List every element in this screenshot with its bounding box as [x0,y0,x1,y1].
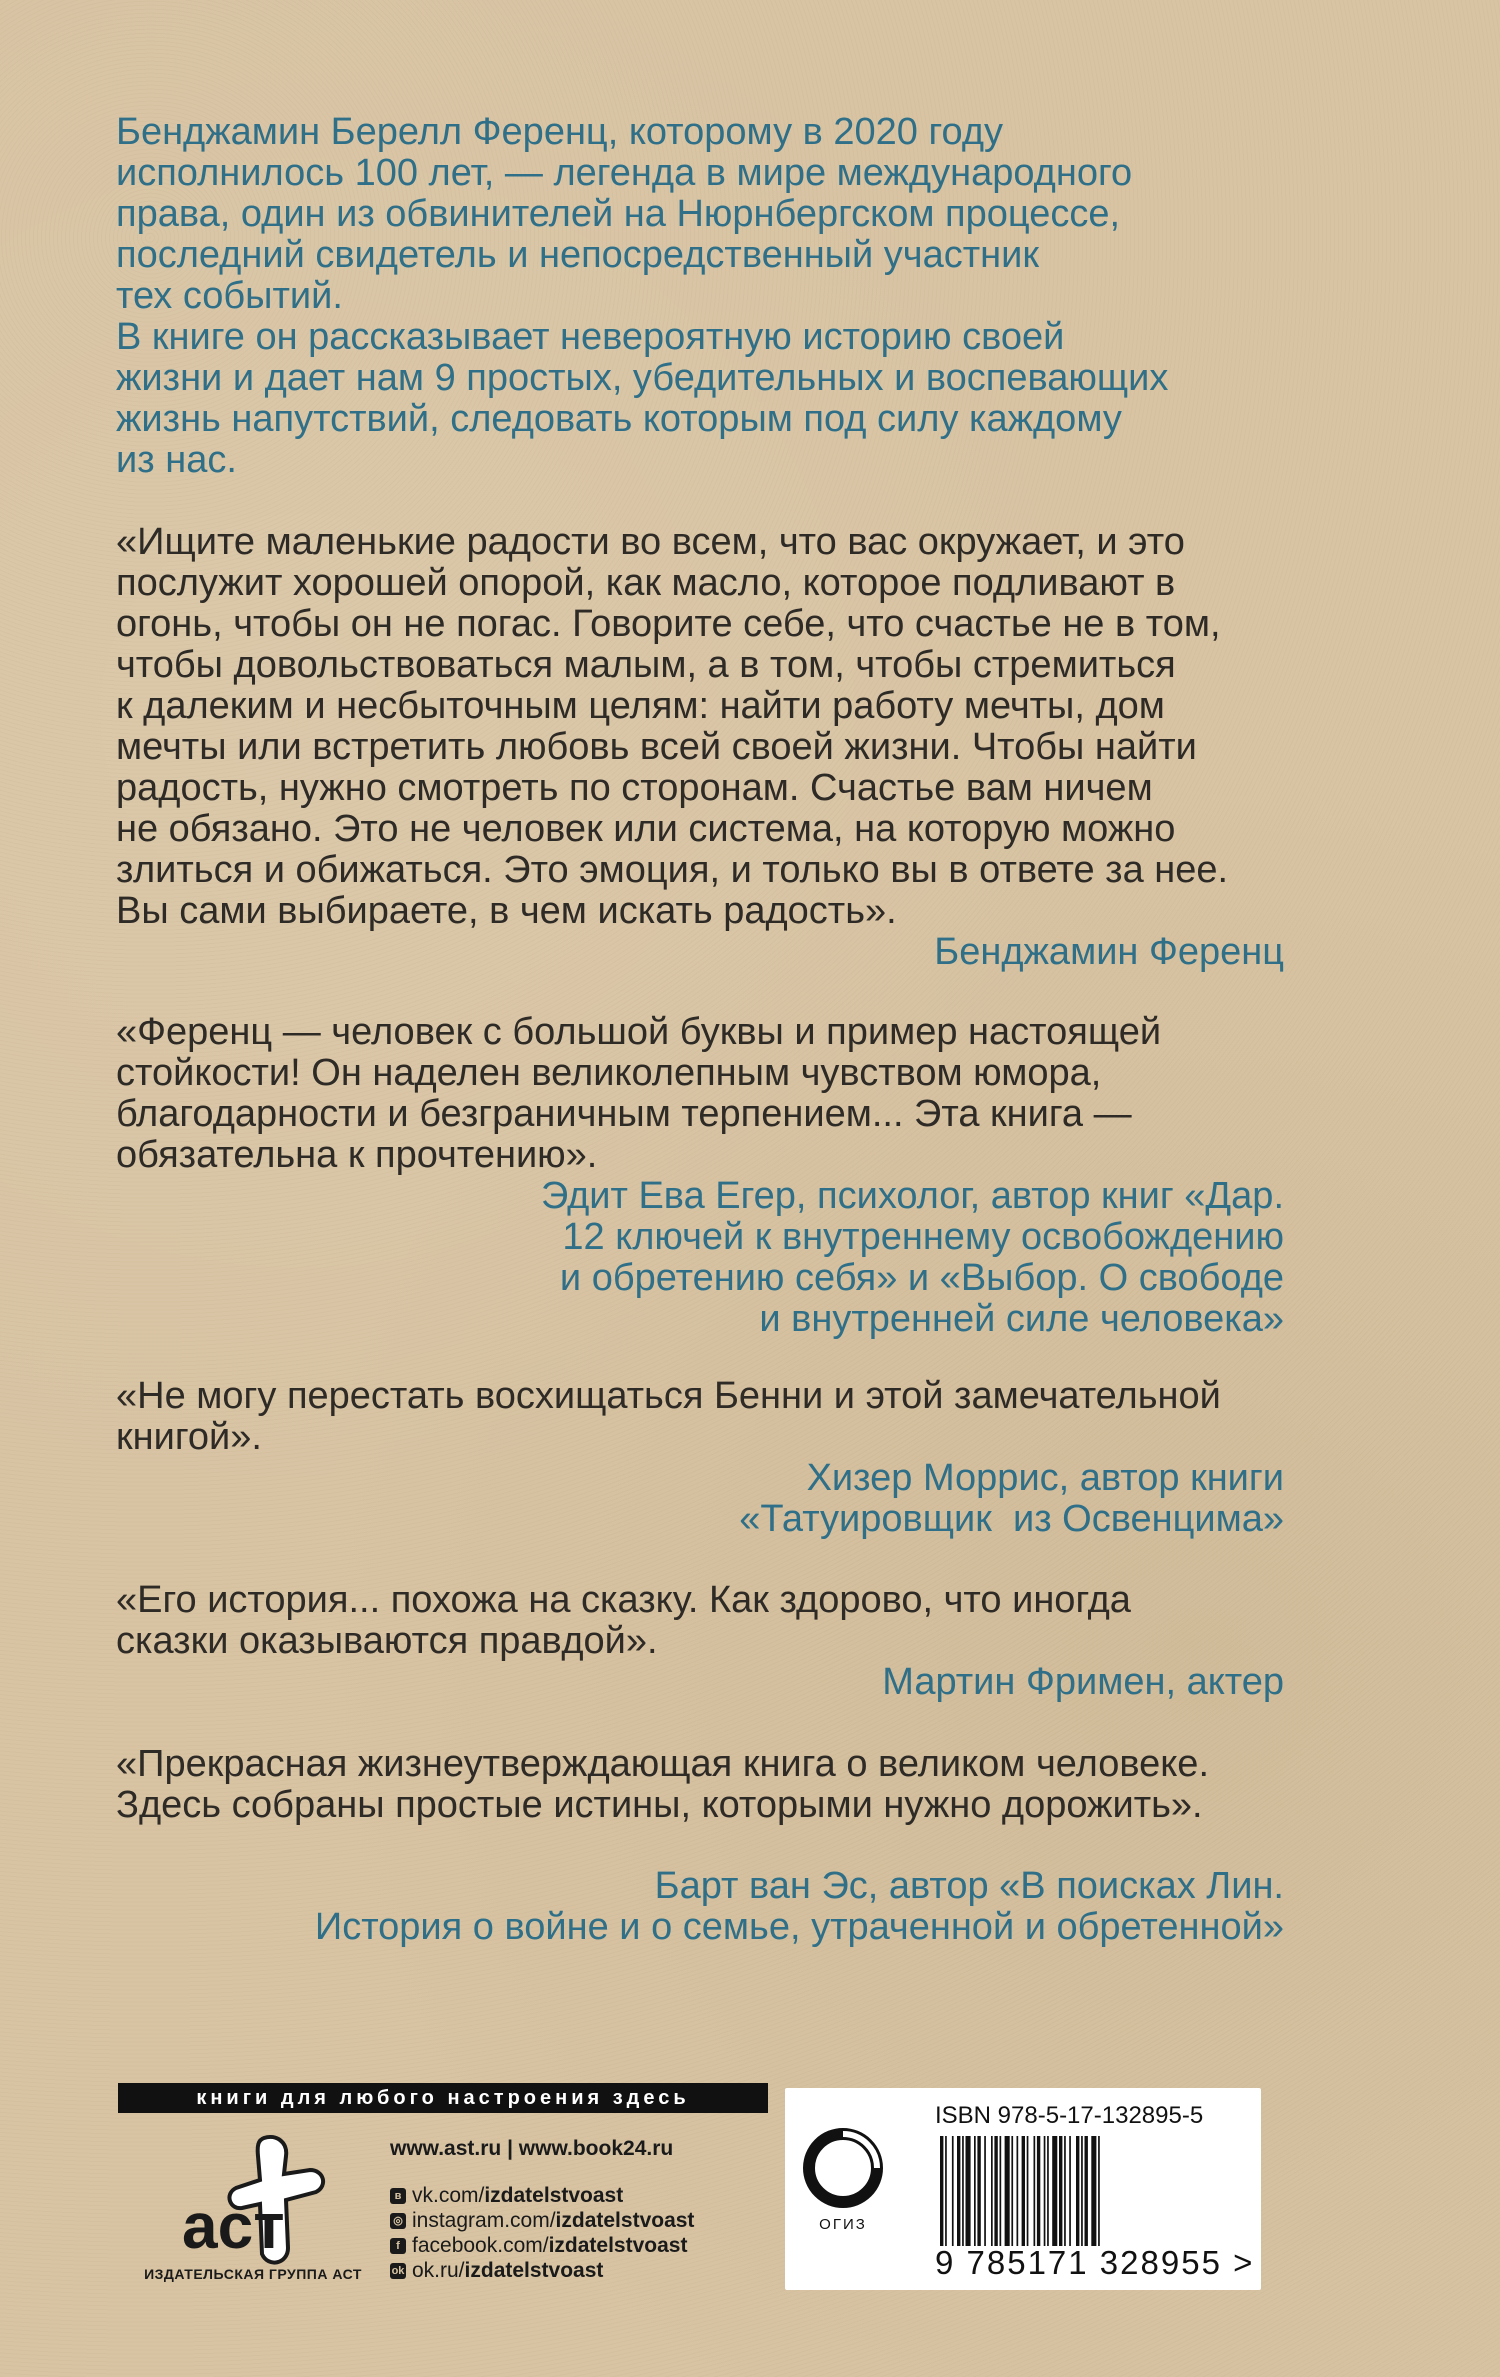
attribution-line: Мартин Фримен, актер [882,1661,1284,1703]
attribution-line: История о войне и о семье, утраченной и обретенной» [314,1906,1284,1948]
quote-line: «Прекрасная жизнеутверждающая книга о великом человеке. [116,1743,1210,1785]
social-prefix: vk.com/ [412,2183,485,2207]
isbn-panel [785,2088,1261,2290]
quote-line: книгой». [116,1416,262,1458]
slogan-banner: книги для любого настроения здесь [118,2083,768,2113]
social-facebook [390,2233,694,2258]
barcode-icon [940,2136,1240,2246]
publisher-name: ИЗДАТЕЛЬСКАЯ ГРУППА АСТ [144,2266,362,2282]
intro-line: из нас. [116,439,237,481]
ogiz-label: ОГИЗ [819,2216,867,2233]
ok-icon: ok [391,2264,405,2277]
attribution-line: и внутренней силе человека» [759,1298,1284,1340]
social-handle: izdatelstvoast [555,2208,695,2232]
vk-icon: в [390,2188,406,2204]
facebook-icon: f [390,2238,406,2254]
quote-line: стойкости! Он наделен великолепным чувством юмора, [116,1052,1102,1094]
attribution-freeman [882,1662,1284,1703]
quote-morris [116,1376,1286,1458]
intro-paragraph [116,112,1286,481]
attribution-line: Эдит Ева Егер, психолог, автор книг «Дар. [541,1175,1284,1217]
social-handle: izdatelstvoast [548,2233,688,2257]
attribution-line: Хизер Моррис, автор книги [806,1457,1284,1499]
intro-line: В книге он рассказывает невероятную историю своей [116,316,1065,358]
attribution-van-es [315,1866,1284,1948]
quote-ferencz [116,522,1286,932]
quote-freeman [116,1580,1286,1662]
quote-line: «Ференц — человек с большой буквы и пример настоящей [116,1011,1162,1053]
intro-line: Бенджамин Берелл Ференц, которому в 2020 году [116,111,1003,153]
quote-line: к далеким и несбыточным целям: найти работу мечты, дом [116,685,1165,727]
logo-text: аст [182,2190,285,2262]
ogiz-logo-icon [803,2128,883,2208]
quote-line: огонь, чтобы он не погас. Говорите себе, что счастье не в том, [116,603,1221,645]
intro-line: тех событий. [116,275,343,317]
social-handle: izdatelstvoast [484,2183,624,2207]
quote-line: Вы сами выбираете, в чем искать радость». [116,890,897,932]
isbn-number: ISBN 978-5-17-132895-5 [935,2102,1204,2129]
websites: www.ast.ru | www.book24.ru [390,2137,674,2160]
quote-line: чтобы довольствоваться малым, а в том, чтобы стремиться [116,644,1176,686]
quote-van-es [116,1744,1286,1826]
social-handle: izdatelstvoast [464,2258,604,2282]
quote-line: злиться и обижаться. Это эмоция, и только вы в ответе за нее. [116,849,1229,891]
social-instagram [390,2208,694,2233]
quote-line: Здесь собраны простые истины, которыми нужно дорожить». [116,1784,1203,1826]
quote-line: «Не могу перестать восхищаться Бенни и этой замечательной [116,1375,1221,1417]
quote-line: радость, нужно смотреть по сторонам. Счастье вам ничем [116,767,1153,809]
quote-line: обязательна к прочтению». [116,1134,598,1176]
barcode-number: 9 785171 328955 > [935,2244,1255,2281]
quote-line: «Его история... похожа на сказку. Как здорово, что иногда [116,1579,1131,1621]
social-prefix: instagram.com/ [412,2208,556,2232]
quote-line: не обязано. Это не человек или система, на которую можно [116,808,1176,850]
intro-line: исполнилось 100 лет, — легенда в мире международного [116,152,1133,194]
attribution-morris [739,1458,1284,1540]
instagram-icon: ◎ [390,2213,406,2229]
quote-line: послужит хорошей опорой, как масло, которое подливают в [116,562,1176,604]
attribution-eger [541,1176,1284,1340]
social-prefix: ok.ru/ [412,2258,465,2282]
social-prefix: facebook.com/ [412,2233,549,2257]
quote-line: сказки оказываются правдой». [116,1620,658,1662]
intro-line: права, один из обвинителей на Нюрнбергском процессе, [116,193,1121,235]
ast-logo-icon [164,2130,334,2280]
attribution-line: «Татуировщик из Освенцима» [739,1498,1284,1540]
attribution-line: Бенджамин Ференц [934,931,1284,973]
quote-line: благодарности и безграничным терпением... Эта книга — [116,1093,1132,1135]
social-ok [390,2258,694,2283]
quote-line: мечты или встретить любовь всей своей жизни. Чтобы найти [116,726,1197,768]
quote-eger [116,1012,1286,1176]
attribution-line: Барт ван Эс, автор «В поисках Лин. [654,1865,1284,1907]
attribution-ferencz [934,932,1284,973]
intro-line: жизни и дает нам 9 простых, убедительных и воспевающих [116,357,1169,399]
intro-line: жизнь напутствий, следовать которым под силу каждому [116,398,1122,440]
attribution-line: 12 ключей к внутреннему освобождению [562,1216,1284,1258]
attribution-line: и обретению себя» и «Выбор. О свободе [559,1257,1284,1299]
social-vk [390,2183,694,2208]
social-links [390,2183,694,2283]
intro-line: последний свидетель и непосредственный участник [116,234,1039,276]
quote-line: «Ищите маленькие радости во всем, что вас окружает, и это [116,521,1185,563]
